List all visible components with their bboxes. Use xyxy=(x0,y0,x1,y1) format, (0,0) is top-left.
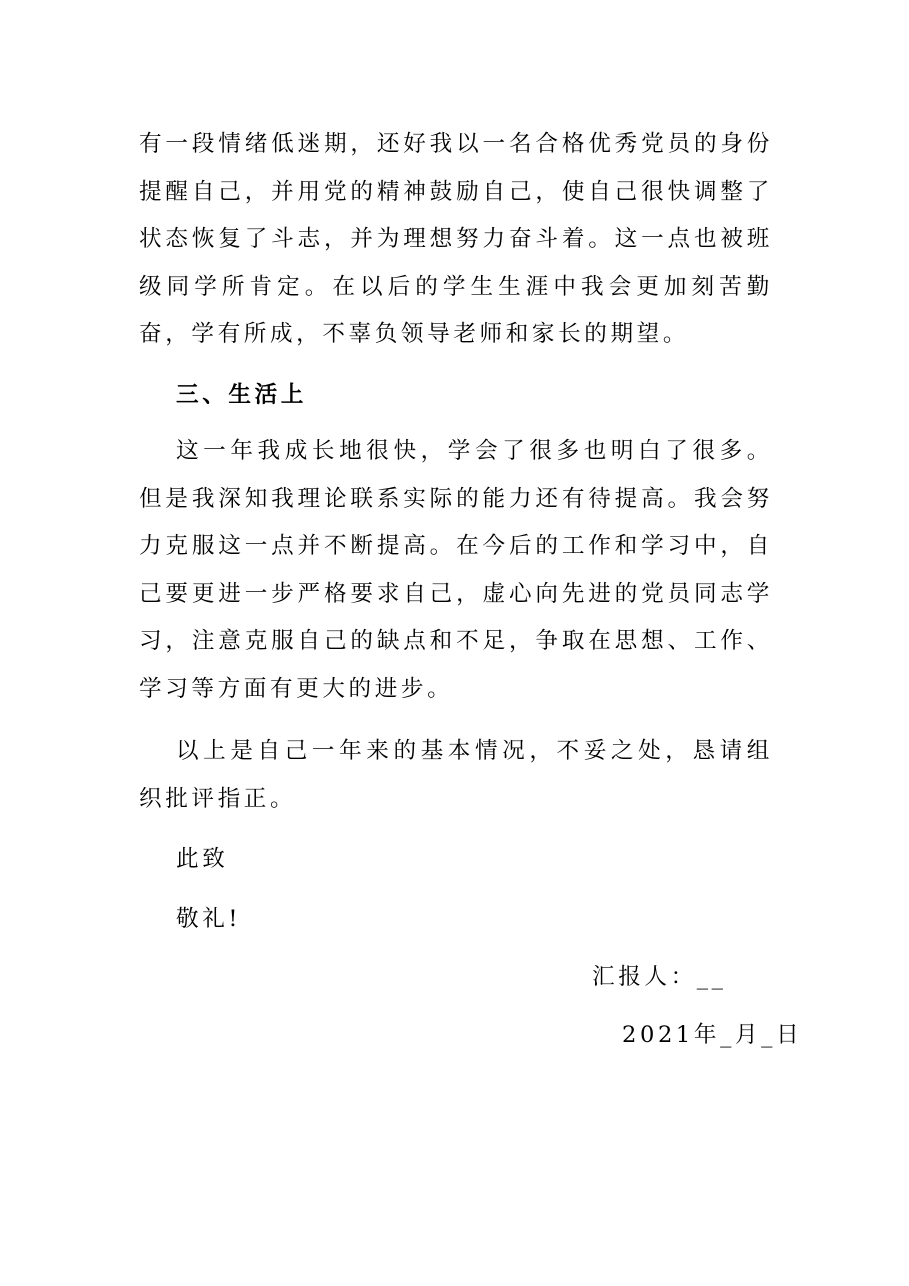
body-paragraph-closing: 以上是自己一年来的基本情况，不妥之处，恳请组织批评指正。 xyxy=(139,738,773,812)
report-date: 2021年_月_日 xyxy=(622,1022,803,1048)
salutation-ci-zhi: 此致 xyxy=(176,846,229,872)
section-heading: 三、生活上 xyxy=(176,382,307,408)
body-paragraph-life: 这一年我成长地很快，学会了很多也明白了很多。但是我深知我理论联系实际的能力还有待提高。我会努力克服这一点并不断提高。在今后的工作和学习中，自己要更进一步严格要求自己，虚心向先进的党员同志学习，注意克服自己的缺点和不足，争取在思想、工作、学习等方面有更大的进步。 xyxy=(139,438,773,702)
body-paragraph-continued: 有一段情绪低迷期，还好我以一名合格优秀党员的身份提醒自己，并用党的精神鼓励自己，使自己很快调整了状态恢复了斗志，并为理想努力奋斗着。这一点也被班级同学所肯定。在以后的学生生涯中我会更加刻苦勤奋，学有所成，不辜负领导老师和家长的期望。 xyxy=(139,131,773,347)
salutation-jing-li: 敬礼! xyxy=(176,906,242,932)
reporter-signature: 汇报人：__ xyxy=(592,964,727,990)
